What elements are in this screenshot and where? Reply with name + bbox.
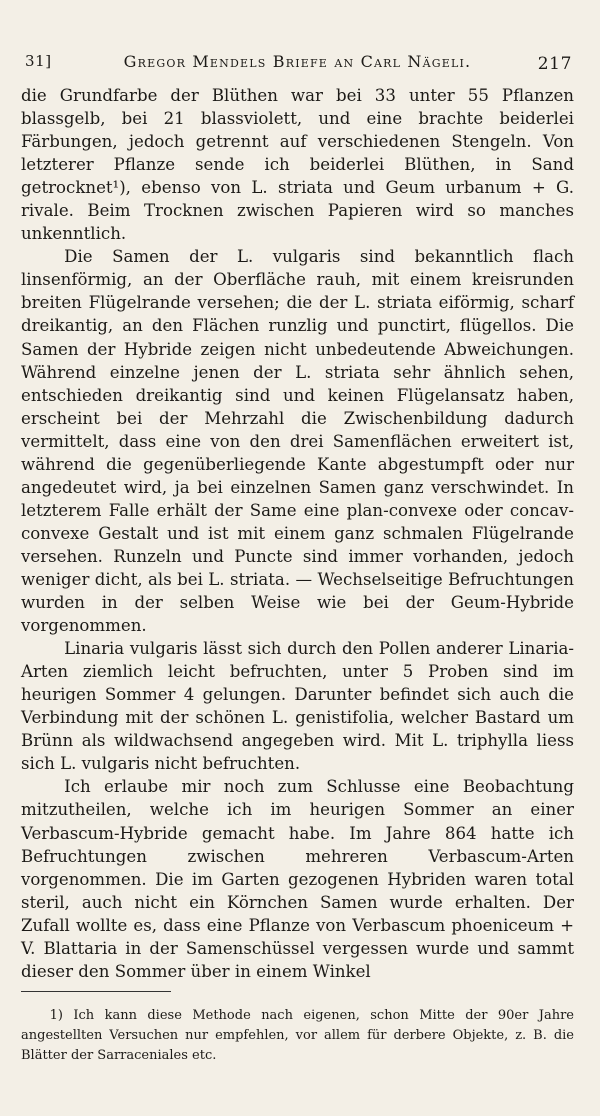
paragraph-3: Linaria vulgaris lässt sich durch den Pollen anderer Linaria-Arten ziemlich leicht befruchten, unter 5 Proben sind im heurigen Sommer 4 gelungen. Darunter befindet sich auch die Verbindung mit der schönen L. genistifolia, welcher Bastard um Brünn als wildwachsend angegeben wird. Mit L. triphylla liess sich L. vulgaris nicht befruchten. (21, 639, 574, 774)
body-text (21, 84, 574, 983)
paragraph-2: Die Samen der L. vulgaris sind bekanntlich flach linsenförmig, an der Oberfläche rauh, mit einem kreisrunden breiten Flügelrande versehen; die der L. striata eiförmig, scharf dreikantig, an den Flächen runzlig und punctirt, flügellos. Die Samen der Hybride zeigen nicht unbedeutende Abweichungen. Während einzelne jenen der L. striata sehr ähnlich sehen, entschieden dreikantig sind und keinen Flügelansatz haben, erscheint bei der Mehrzahl die Zwischenbildung dadurch vermittelt, dass eine von den drei Samenflächen erweitert ist, während die gegenüberliegende Kante abgestumpft oder nur angedeutet wird, ja bei einzelnen Samen ganz verschwindet. In letzterem Falle erhält der Same eine plan-convexe oder concav-convexe Gestalt und ist mit einem ganz schmalen Flügelrande versehen. Runzeln und Puncte sind immer vorhanden, jedoch weniger dicht, als bei L. striata. — Wechselseitige Befruchtungen wurden in der selben Weise wie bei der Geum-Hybride vorgenommen. (21, 247, 574, 636)
footnote: 1) Ich kann diese Methode nach eigenen, schon Mitte der 90er Jahre angestellten Versuchen nur empfehlen, vor allem für derbere Objekte, z. B. die Blätter der Sarraceniales etc. (21, 1007, 574, 1063)
page-number: 217 (537, 54, 572, 74)
section-marker: 31] (25, 52, 52, 70)
footnote-rule (21, 991, 171, 992)
running-title: Gregor Mendels Briefe an Carl Nägeli. (123, 52, 472, 71)
running-head (21, 50, 574, 78)
paragraph-1: die Grundfarbe der Blüthen war bei 33 unter 55 Pflanzen blassgelb, bei 21 blassviolett, und eine brachte beiderlei Färbungen, jedoch getrennt auf verschiedenen Stengeln. Von letzterer Pflanze sende ich beiderlei Blüthen, in Sand getrocknet¹), ebenso von L. striata und Geum urbanum + G. rivale. Beim Trocknen zwischen Papieren wird so manches unkenntlich. (21, 86, 574, 244)
paragraph-4: Ich erlaube mir noch zum Schlusse eine Beobachtung mitzutheilen, welche ich im heurigen Sommer an einer Verbascum-Hybride gemacht habe. Im Jahre 864 hatte ich Befruchtungen zwischen mehreren Verbascum-Arten vorgenommen. Die im Garten gezogenen Hybriden waren total steril, auch nicht ein Körnchen Samen wurde erhalten. Der Zufall wollte es, dass eine Pflanze von Verbascum phoeniceum + V. Blattaria in der Samenschüssel vergessen wurde und sammt dieser den Sommer über in einem Winkel (21, 777, 574, 981)
